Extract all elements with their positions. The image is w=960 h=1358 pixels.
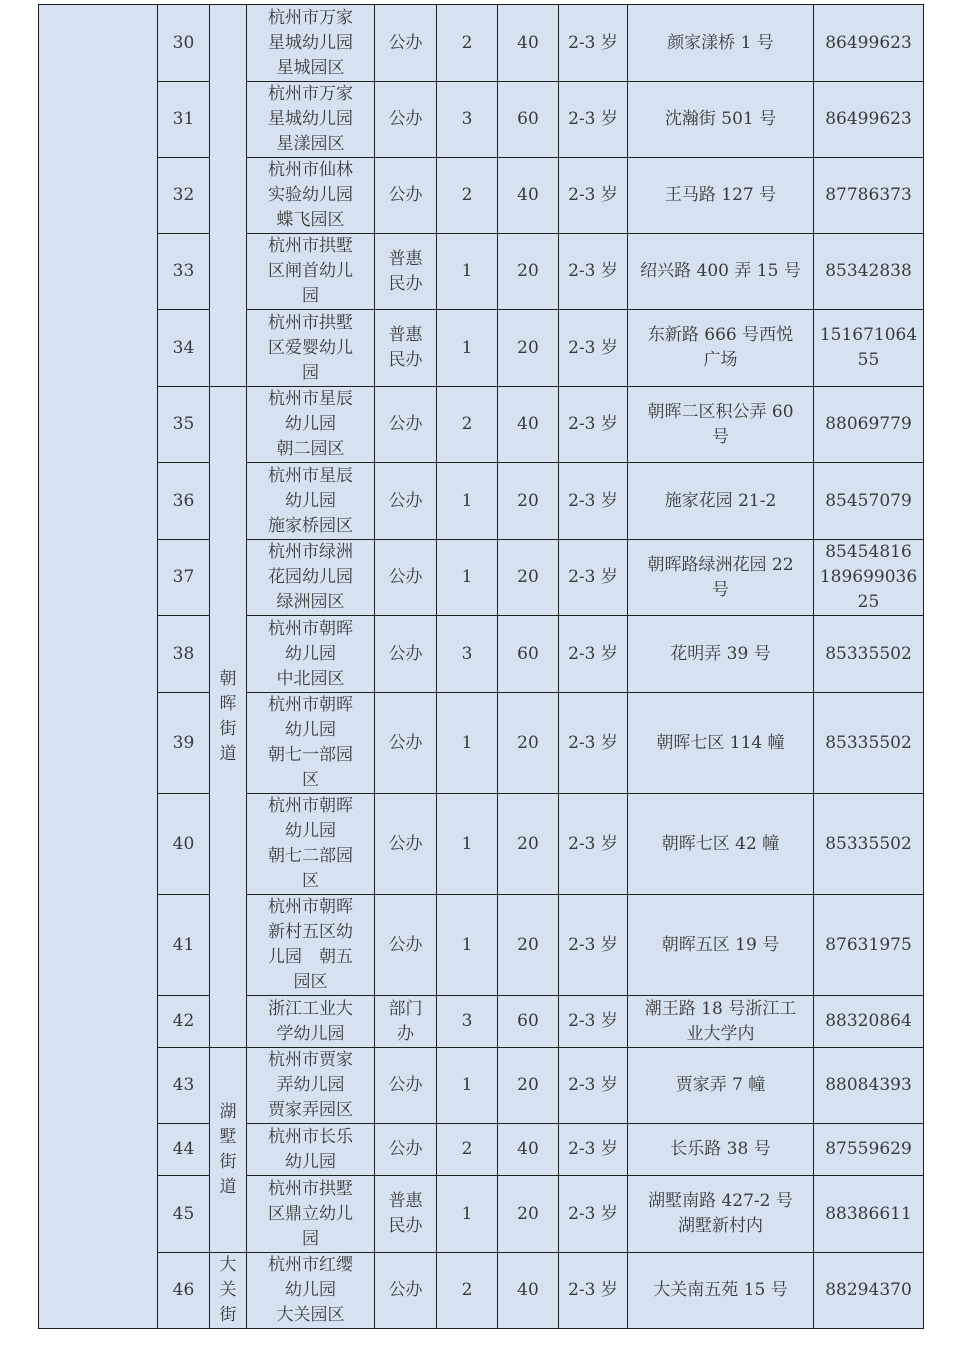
age-cell: 2-3 岁 (559, 310, 628, 387)
age-cell: 2-3 岁 (559, 996, 628, 1048)
row-number-cell: 38 (158, 616, 210, 693)
table-row (39, 794, 924, 895)
classes-cell: 1 (437, 1048, 498, 1124)
cell-line: 中北园区 (276, 668, 345, 689)
cell-line: 88084393 (825, 1075, 912, 1095)
kindergarten-name-cell (247, 1048, 375, 1124)
table-row (39, 387, 924, 463)
type-cell (375, 5, 437, 82)
cell-line: 幼儿园 (285, 1280, 336, 1300)
cell-line: 弄幼儿园 (276, 1075, 345, 1095)
cell-line: 86499623 (825, 109, 912, 129)
cell-line: 杭州市朝晖 (268, 695, 353, 715)
address-cell (628, 794, 814, 895)
cell-line: 贾家弄园区 (268, 1100, 353, 1120)
street-char: 朝 (219, 669, 237, 689)
street-cell (210, 387, 247, 1048)
cell-line: 85457079 (825, 490, 912, 511)
table-row (39, 616, 924, 693)
cell-line: 长乐路 38 号 (670, 1139, 771, 1159)
type-cell (375, 463, 437, 540)
table-row (39, 540, 924, 616)
classes-cell: 1 (437, 310, 498, 387)
cell-line: 办 (397, 1023, 414, 1044)
type-cell (375, 996, 437, 1048)
phone-cell (814, 540, 924, 616)
cell-line: 儿园 朝五 (268, 947, 353, 967)
table-row (39, 82, 924, 158)
cell-line: 杭州市拱墅 (268, 1178, 353, 1199)
type-cell (375, 158, 437, 234)
cell-line: 朝晖五区 19 号 (661, 934, 780, 955)
classes-cell: 2 (437, 5, 498, 82)
cell-line: 杭州市朝晖 (268, 897, 353, 917)
cell-line: 85342838 (825, 261, 912, 281)
type-cell (375, 1124, 437, 1176)
cell-line: 区 (302, 770, 319, 790)
table-row (39, 895, 924, 996)
kindergarten-table (38, 4, 924, 1329)
kindergarten-name-cell (247, 540, 375, 616)
age-cell: 2-3 岁 (559, 794, 628, 895)
street-char: 街 (219, 1305, 237, 1325)
row-number-cell: 33 (158, 234, 210, 310)
cell-line: 幼儿园 (285, 414, 336, 434)
table-row (39, 234, 924, 310)
age-cell: 2-3 岁 (559, 616, 628, 693)
classes-cell: 1 (437, 540, 498, 616)
type-cell (375, 82, 437, 158)
cell-line: 杭州市朝晖 (268, 618, 353, 639)
classes-cell: 1 (437, 463, 498, 540)
age-cell: 2-3 岁 (559, 693, 628, 794)
table-row (39, 1124, 924, 1176)
kindergarten-name-cell (247, 1176, 375, 1253)
seats-cell: 40 (498, 387, 559, 463)
cell-line: 88069779 (825, 414, 912, 434)
cell-line: 公办 (388, 643, 423, 664)
phone-cell (814, 794, 924, 895)
phone-cell (814, 1253, 924, 1329)
address-cell (628, 1048, 814, 1124)
cell-line: 星城幼儿园 (268, 32, 353, 53)
cell-line: 施家花园 21-2 (664, 490, 777, 511)
cell-line: 民办 (388, 1216, 423, 1236)
table-row (39, 996, 924, 1048)
seats-cell: 20 (498, 794, 559, 895)
cell-line: 普惠 (388, 248, 423, 269)
seats-cell: 20 (498, 895, 559, 996)
type-cell (375, 616, 437, 693)
classes-cell: 3 (437, 82, 498, 158)
table-body (39, 5, 924, 1329)
cell-line: 杭州市仙林 (268, 160, 353, 180)
address-cell (628, 82, 814, 158)
phone-cell (814, 895, 924, 996)
classes-cell: 3 (437, 616, 498, 693)
cell-line: 东新路 666 号西悦 (647, 325, 794, 345)
street-char: 湖 (219, 1102, 237, 1122)
address-cell (628, 387, 814, 463)
phone-cell (814, 996, 924, 1048)
seats-cell: 20 (498, 693, 559, 794)
cell-line: 公办 (388, 185, 423, 205)
row-number-cell: 40 (158, 794, 210, 895)
cell-line: 施家桥园区 (268, 515, 353, 536)
cell-line: 普惠 (388, 1191, 423, 1211)
address-cell (628, 895, 814, 996)
cell-line: 园 (302, 286, 319, 306)
kindergarten-name-cell (247, 387, 375, 463)
classes-cell: 2 (437, 387, 498, 463)
table-row (39, 693, 924, 794)
cell-line: 朝晖二区积公弄 60 (647, 401, 794, 422)
cell-line: 杭州市拱墅 (268, 236, 353, 256)
age-cell: 2-3 岁 (559, 1176, 628, 1253)
seats-cell: 20 (498, 1048, 559, 1124)
street-cell (210, 1048, 247, 1253)
row-number-cell: 30 (158, 5, 210, 82)
kindergarten-name-cell (247, 1124, 375, 1176)
cell-line: 园 (302, 1228, 319, 1249)
classes-cell: 3 (437, 996, 498, 1048)
seats-cell: 20 (498, 463, 559, 540)
cell-line: 号 (712, 426, 729, 447)
cell-line: 85335502 (825, 643, 912, 664)
seats-cell: 40 (498, 1253, 559, 1329)
age-cell: 2-3 岁 (559, 234, 628, 310)
cell-line: 88320864 (825, 1011, 912, 1031)
age-cell: 2-3 岁 (559, 540, 628, 616)
seats-cell: 60 (498, 996, 559, 1048)
cell-line: 朝晖路绿洲花园 22 (647, 554, 794, 575)
kindergarten-name-cell (247, 693, 375, 794)
phone-cell (814, 693, 924, 794)
phone-cell (814, 234, 924, 310)
row-number-cell: 43 (158, 1048, 210, 1124)
cell-line: 区 (302, 871, 319, 891)
cell-line: 85335502 (825, 833, 912, 854)
cell-line: 86499623 (825, 32, 912, 53)
row-number-cell: 46 (158, 1253, 210, 1329)
street-char: 道 (219, 744, 237, 764)
row-number-cell: 44 (158, 1124, 210, 1176)
cell-line: 湖墅南路 427-2 号 (648, 1191, 793, 1211)
cell-line: 朝晖七区 42 幢 (661, 833, 780, 854)
seats-cell: 20 (498, 310, 559, 387)
cell-line: 杭州市星辰 (268, 389, 353, 409)
cell-line: 杭州市朝晖 (268, 796, 353, 816)
kindergarten-name-cell (247, 463, 375, 540)
cell-line: 新村五区幼 (268, 922, 353, 942)
cell-line: 广场 (703, 350, 738, 370)
cell-line: 公办 (388, 490, 423, 511)
cell-line: 朝七一部园 (268, 745, 353, 765)
address-cell (628, 540, 814, 616)
street-char: 晖 (219, 694, 237, 714)
classes-cell: 2 (437, 1124, 498, 1176)
cell-line: 学幼儿园 (276, 1023, 345, 1044)
cell-line: 蝶飞园区 (276, 210, 345, 230)
cell-line: 绿洲园区 (276, 592, 345, 612)
cell-line: 实验幼儿园 (268, 185, 353, 205)
seats-cell: 20 (498, 1176, 559, 1253)
cell-line: 星城园区 (276, 57, 345, 78)
cell-line: 贾家弄 7 幢 (675, 1075, 766, 1095)
cell-line: 公办 (388, 567, 423, 587)
cell-line: 区闸首幼儿 (268, 261, 353, 281)
street-char: 道 (219, 1177, 237, 1197)
table-row (39, 1048, 924, 1124)
table-row (39, 158, 924, 234)
type-cell (375, 310, 437, 387)
street-cell (210, 5, 247, 387)
cell-line: 民办 (388, 350, 423, 370)
cell-line: 园区 (293, 972, 328, 992)
row-number-cell: 35 (158, 387, 210, 463)
age-cell: 2-3 岁 (559, 463, 628, 540)
row-number-cell: 36 (158, 463, 210, 540)
cell-line: 88386611 (825, 1203, 912, 1224)
type-cell (375, 895, 437, 996)
cell-line: 87559629 (825, 1139, 912, 1159)
cell-line: 85454816 (825, 542, 912, 562)
cell-line: 星城幼儿园 (268, 109, 353, 129)
kindergarten-name-cell (247, 5, 375, 82)
classes-cell: 1 (437, 1176, 498, 1253)
cell-line: 公办 (388, 833, 423, 854)
cell-line: 公办 (388, 414, 423, 434)
cell-line: 湖墅新村内 (678, 1216, 763, 1236)
cell-line: 朝七二部园 (268, 846, 353, 866)
street-char: 墅 (219, 1127, 237, 1147)
phone-cell (814, 82, 924, 158)
cell-line: 绍兴路 400 弄 15 号 (640, 261, 801, 281)
cell-line: 杭州市万家 (268, 7, 353, 28)
address-cell (628, 5, 814, 82)
seats-cell: 20 (498, 540, 559, 616)
phone-cell (814, 158, 924, 234)
table-row (39, 310, 924, 387)
cell-line: 幼儿园 (285, 720, 336, 740)
cell-line: 潮王路 18 号浙江工 (644, 998, 797, 1019)
cell-line: 号 (712, 579, 729, 600)
cell-line: 杭州市万家 (268, 84, 353, 104)
seats-cell: 20 (498, 234, 559, 310)
kindergarten-name-cell (247, 616, 375, 693)
table-row (39, 1176, 924, 1253)
age-cell: 2-3 岁 (559, 895, 628, 996)
table-row (39, 1253, 924, 1329)
phone-cell (814, 616, 924, 693)
cell-line: 花园幼儿园 (268, 567, 353, 587)
street-char: 街 (219, 1152, 237, 1172)
cell-line: 87631975 (825, 934, 912, 955)
kindergarten-name-cell (247, 895, 375, 996)
cell-line: 189699036 (819, 567, 918, 587)
classes-cell: 2 (437, 158, 498, 234)
row-number-cell: 45 (158, 1176, 210, 1253)
cell-line: 公办 (388, 1139, 423, 1159)
type-cell (375, 1048, 437, 1124)
cell-line: 公办 (388, 1280, 423, 1300)
street-char: 街 (219, 719, 237, 739)
type-cell (375, 794, 437, 895)
cell-line: 杭州市贾家 (268, 1050, 353, 1070)
cell-line: 杭州市绿洲 (268, 542, 353, 562)
kindergarten-name-cell (247, 996, 375, 1048)
type-cell (375, 693, 437, 794)
table-row (39, 5, 924, 82)
cell-line: 85335502 (825, 732, 912, 753)
phone-cell (814, 387, 924, 463)
seats-cell: 40 (498, 158, 559, 234)
cell-line: 大关园区 (276, 1305, 345, 1325)
classes-cell: 2 (437, 1253, 498, 1329)
classes-cell: 1 (437, 794, 498, 895)
table-row (39, 463, 924, 540)
cell-line: 幼儿园 (285, 1151, 336, 1172)
address-cell (628, 1253, 814, 1329)
classes-cell: 1 (437, 234, 498, 310)
age-cell: 2-3 岁 (559, 1048, 628, 1124)
phone-cell (814, 310, 924, 387)
street-cell (210, 1253, 247, 1329)
cell-line: 杭州市拱墅 (268, 312, 353, 333)
type-cell (375, 387, 437, 463)
row-number-cell: 39 (158, 693, 210, 794)
address-cell (628, 1176, 814, 1253)
cell-line: 园 (302, 362, 319, 383)
cell-line: 王马路 127 号 (664, 185, 777, 205)
age-cell: 2-3 岁 (559, 158, 628, 234)
cell-line: 25 (857, 592, 880, 612)
street-char: 大 (219, 1255, 237, 1275)
phone-cell (814, 1124, 924, 1176)
kindergarten-name-cell (247, 310, 375, 387)
kindergarten-name-cell (247, 1253, 375, 1329)
type-cell (375, 540, 437, 616)
cell-line: 151671064 (819, 325, 918, 345)
cell-line: 朝二园区 (276, 439, 345, 459)
phone-cell (814, 1048, 924, 1124)
seats-cell: 40 (498, 5, 559, 82)
address-cell (628, 1124, 814, 1176)
cell-line: 业大学内 (686, 1023, 755, 1044)
cell-line: 普惠 (388, 325, 423, 345)
age-cell: 2-3 岁 (559, 1124, 628, 1176)
classes-cell: 1 (437, 895, 498, 996)
kindergarten-name-cell (247, 82, 375, 158)
address-cell (628, 996, 814, 1048)
cell-line: 88294370 (825, 1280, 912, 1300)
seats-cell: 40 (498, 1124, 559, 1176)
age-cell: 2-3 岁 (559, 5, 628, 82)
cell-line: 杭州市红缨 (268, 1255, 353, 1275)
cell-line: 区爱婴幼儿 (268, 337, 353, 358)
address-cell (628, 158, 814, 234)
cell-line: 87786373 (825, 185, 912, 205)
age-cell: 2-3 岁 (559, 1253, 628, 1329)
cell-line: 区鼎立幼儿 (268, 1203, 353, 1224)
address-cell (628, 463, 814, 540)
district-cell (39, 5, 158, 1329)
kindergarten-name-cell (247, 158, 375, 234)
cell-line: 幼儿园 (285, 643, 336, 664)
type-cell (375, 1176, 437, 1253)
row-number-cell: 37 (158, 540, 210, 616)
phone-cell (814, 5, 924, 82)
cell-line: 民办 (388, 273, 423, 294)
kindergarten-name-cell (247, 794, 375, 895)
cell-line: 杭州市长乐 (268, 1126, 353, 1147)
address-cell (628, 234, 814, 310)
row-number-cell: 42 (158, 996, 210, 1048)
phone-cell (814, 1176, 924, 1253)
cell-line: 花明弄 39 号 (670, 643, 771, 664)
cell-line: 幼儿园 (285, 821, 336, 841)
cell-line: 55 (857, 350, 880, 370)
seats-cell: 60 (498, 82, 559, 158)
address-cell (628, 616, 814, 693)
cell-line: 公办 (388, 1075, 423, 1095)
cell-line: 公办 (388, 32, 423, 53)
row-number-cell: 32 (158, 158, 210, 234)
address-cell (628, 310, 814, 387)
cell-line: 公办 (388, 732, 423, 753)
cell-line: 星漾园区 (276, 134, 345, 154)
street-char: 关 (219, 1280, 237, 1300)
row-number-cell: 31 (158, 82, 210, 158)
cell-line: 沈瀚街 501 号 (664, 109, 777, 129)
cell-line: 幼儿园 (285, 490, 336, 511)
age-cell: 2-3 岁 (559, 82, 628, 158)
classes-cell: 1 (437, 693, 498, 794)
address-cell (628, 693, 814, 794)
cell-line: 大关南五苑 15 号 (653, 1280, 788, 1300)
seats-cell: 60 (498, 616, 559, 693)
type-cell (375, 1253, 437, 1329)
cell-line: 公办 (388, 109, 423, 129)
type-cell (375, 234, 437, 310)
phone-cell (814, 463, 924, 540)
cell-line: 杭州市星辰 (268, 465, 353, 486)
cell-line: 颜家漾桥 1 号 (667, 32, 774, 53)
age-cell: 2-3 岁 (559, 387, 628, 463)
row-number-cell: 41 (158, 895, 210, 996)
cell-line: 部门 (388, 998, 423, 1019)
kindergarten-name-cell (247, 234, 375, 310)
cell-line: 浙江工业大 (268, 998, 353, 1019)
cell-line: 朝晖七区 114 幢 (656, 732, 785, 753)
cell-line: 公办 (388, 934, 423, 955)
row-number-cell: 34 (158, 310, 210, 387)
